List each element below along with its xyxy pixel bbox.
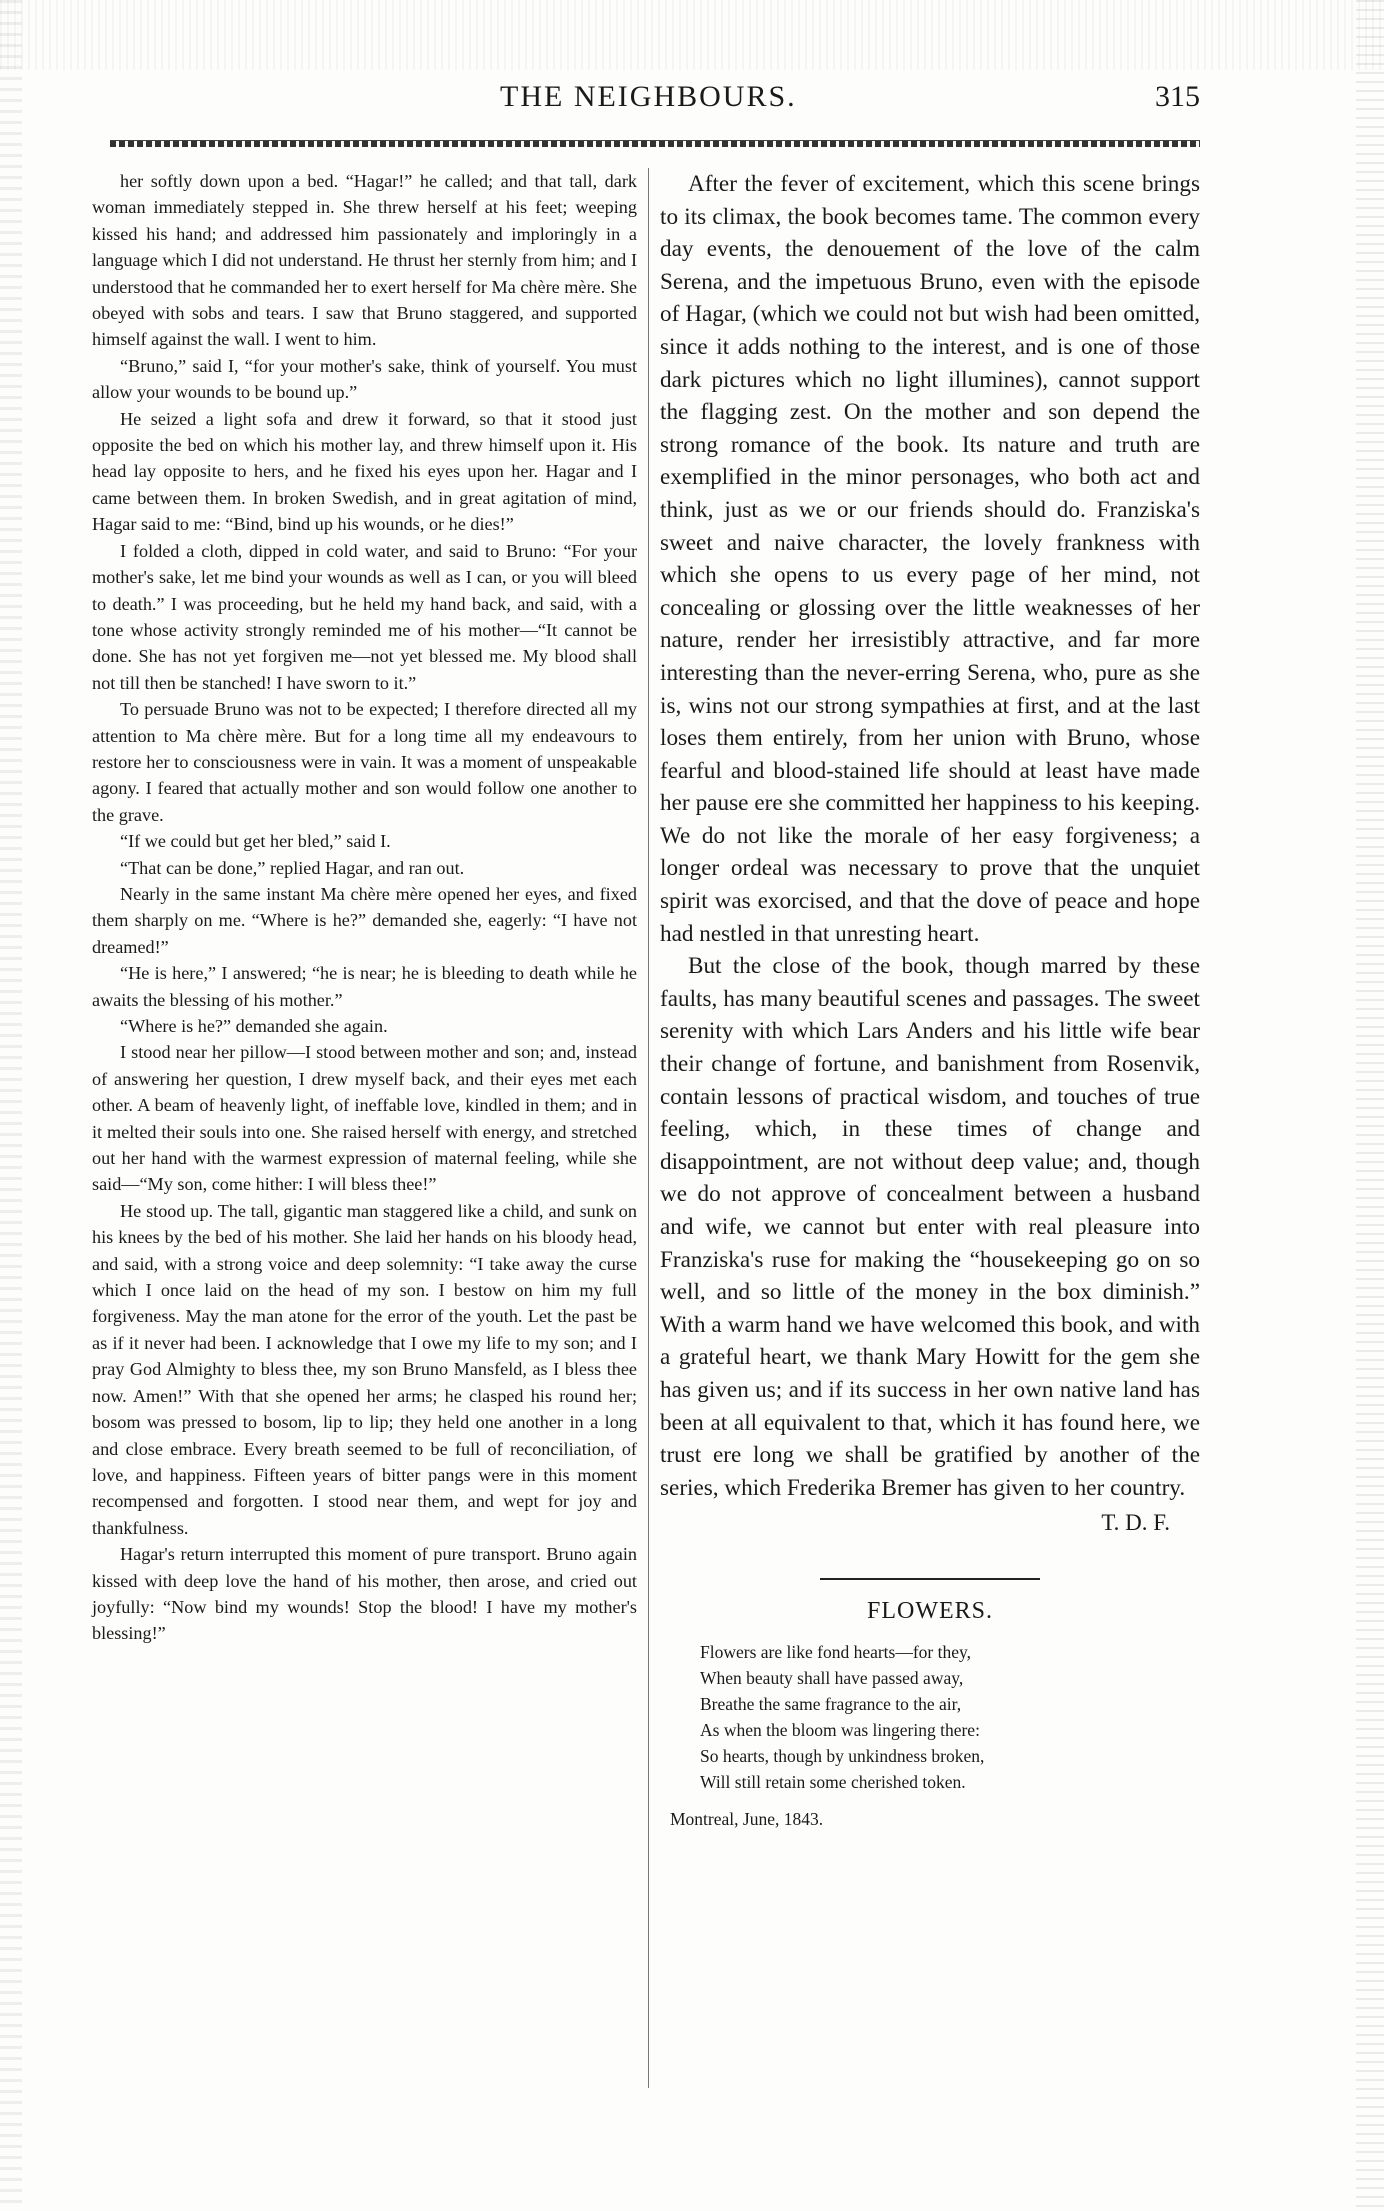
paragraph: “He is here,” I answered; “he is near; he is bleeding to death while he awaits the blessing of his mother.” xyxy=(92,963,637,1010)
scan-edge-left xyxy=(0,0,22,2211)
paragraph: He seized a light sofa and drew it forward, so that it stood just opposite the bed on which his mother lay, and threw himself upon it. His head lay opposite to hers, and he fixed his eyes upon her. Hagar and I came between them. In broken Swedish, and in great agitation of mind, Hagar said to me: “Bind, bind up his wounds, or he dies!” xyxy=(92,408,637,535)
poem-line: So hearts, though by unkindness broken, xyxy=(700,1746,985,1767)
scan-edge-right xyxy=(1356,0,1384,2211)
paragraph: I stood near her pillow—I stood between mother and son; and, instead of answering her question, I drew myself back, and their eyes met each other. A beam of heavenly light, of ineffable love, kindled in them; and in it melted their souls into one. She raised herself with energy, and stretched out her hand with the warmest expression of maternal feeling, while she said—“My son, come hither: I will bless thee!” xyxy=(92,1042,637,1195)
poem-line: Flowers are like fond hearts—for they, xyxy=(700,1642,972,1663)
paragraph: “Where is he?” demanded she again. xyxy=(120,1016,388,1036)
paragraph: After the fever of excitement, which this scene brings to its climax, the book becomes tame. The common every day events, the denouement of the love of the calm Serena, and the impetuous Bruno, even with the episode of Hagar, (which we could not but wish had been omitted, since it adds nothing to the interest, and is one of those dark pictures which no light illumines), cannot support the flagging zest. On the mother and son depend the strong romance of the book. Its nature and truth are exemplified in the minor personages, who both act and think, just as we or our friends should do. Franziska's sweet and naive character, the lovely frankness with which she opens to us every page of her mind, not concealing or glossing over the little weaknesses of her nature, render her irresistibly attractive, and far more interesting than the never-erring Serena, who, pure as she is, wins not our strong sympathies at first, and at the last loses them entirely, from her union with Bruno, whose fearful and blood-stained life should at least have made her pause ere she committed her happiness to his keeping. We do not like the morale of her easy forgiveness; a longer ordeal was necessary to prove that the unquiet spirit was exorcised, and that the dove of peace and hope had nestled in that unresting heart. xyxy=(660,171,1200,947)
poem-line: Will still retain some cherished token. xyxy=(700,1772,966,1793)
poem-line: When beauty shall have passed away, xyxy=(700,1668,964,1689)
paragraph: I folded a cloth, dipped in cold water, and said to Bruno: “For your mother's sake, let me bind your wounds as well as I can, or you will bleed to death.” I was proceeding, but he held my hand back, and said, with a tone whose activity strongly reminded me of his mother—“It cannot be done. She has not yet forgiven me—not yet blessed me. My blood shall not till then be stanched! I have sworn to it.” xyxy=(92,540,637,693)
poem-line: Breathe the same fragrance to the air, xyxy=(700,1694,962,1715)
poem-title: FLOWERS. xyxy=(866,1598,993,1625)
paragraph: Hagar's return interrupted this moment of pure transport. Bruno again kissed with deep love the hand of his mother, then arose, and cried out joyfully: “Now bind my wounds! Stop the blood! I have my mother's blessing!” xyxy=(92,1544,637,1644)
paragraph: “Bruno,” said I, “for your mother's sake, think of yourself. You must allow your wounds to be bound up.” xyxy=(92,355,637,403)
paragraph: But the close of the book, though marred by these faults, has many beautiful scenes and passages. The sweet serenity with which Lars Anders and his little wife bear their change of fortune, and banishment from Rosenvik, contain lessons of practical wisdom, and touches of true feeling, which, in these times of change and disappointment, are not without deep value; and, though we do not approve of concealment between a husband and wife, we cannot but enter with real pleasure into Franziska's ruse for making the “housekeeping go on so well, and so little of the money in the box diminish.” With a warm hand we have welcomed this book, and with a grateful heart, we thank Mary Howitt for the gem she has given us; and if its success in her own native land has been at all equivalent to that, which it has found here, we trust ere long we shall be gratified by another of the series, which Frederika Bremer has given to her country. xyxy=(660,953,1200,1501)
review-text xyxy=(660,168,1200,1504)
running-title: THE NEIGHBOURS. xyxy=(500,80,797,113)
paragraph: To persuade Bruno was not to be expected; I therefore directed all my attention to Ma chère mère. But for a long time all my endeavours to restore her to consciousness were in vain. It was a moment of unspeakable agony. I feared that actually mother and son would follow one another to the grave. xyxy=(92,699,637,825)
paragraph: He stood up. The tall, gigantic man staggered like a child, and sunk on his knees by the bed of his mother. She laid her hands on his bloody head, and said, with a strong voice and deep solemnity: “I take away the curse which I once laid on the head of my son. I bestow on him my full forgiveness. May the man atone for the error of the youth. Let the past be as if it never had been. I acknowledge that I owe my life to my son; and I pray God Almighty to bless thee, my son Bruno Mansfeld, as I bless thee now. Amen!” With that she opened her arms; he clasped his round her; bosom was pressed to bosom, lip to lip; they held one another in a long and close embrace. Every breath seemed to be full of reconciliation, of love, and happiness. Fifteen years of bitter pangs were in this moment recompensed and forgotten. I stood near them, and wept for joy and thankfulness. xyxy=(92,1200,637,1538)
signature: T. D. F. xyxy=(1101,1510,1170,1536)
paragraph: “That can be done,” replied Hagar, and ran out. xyxy=(120,857,465,878)
left-column xyxy=(92,168,637,2158)
page-header xyxy=(110,80,1200,130)
paragraph: her softly down upon a bed. “Hagar!” he called; and that tall, dark woman immediately stepped in. She threw herself at his feet; weeping kissed his hand; and addressed him passionately and imploringly in a language which I did not understand. He thrust her sternly from him; and I understood that he commanded her to exert herself for Ma chère mère. She obeyed with sobs and tears. I saw that Bruno staggered, and supported himself against the wall. I went to him. xyxy=(92,171,637,350)
dateline: Montreal, June, 1843. xyxy=(670,1809,824,1830)
paragraph: Nearly in the same instant Ma chère mère opened her eyes, and fixed them sharply on me. “Where is he?” demanded she, eagerly: “I have not dreamed!” xyxy=(92,883,637,957)
scan-noise-top xyxy=(0,0,1384,70)
right-column xyxy=(660,168,1200,2088)
poem-line: As when the bloom was lingering there: xyxy=(700,1720,980,1741)
paragraph: “If we could but get her bled,” said I. xyxy=(120,831,391,852)
page-number: 315 xyxy=(1155,80,1200,113)
header-rule xyxy=(110,140,1200,147)
section-rule xyxy=(820,1578,1040,1580)
column-divider xyxy=(648,168,649,2088)
